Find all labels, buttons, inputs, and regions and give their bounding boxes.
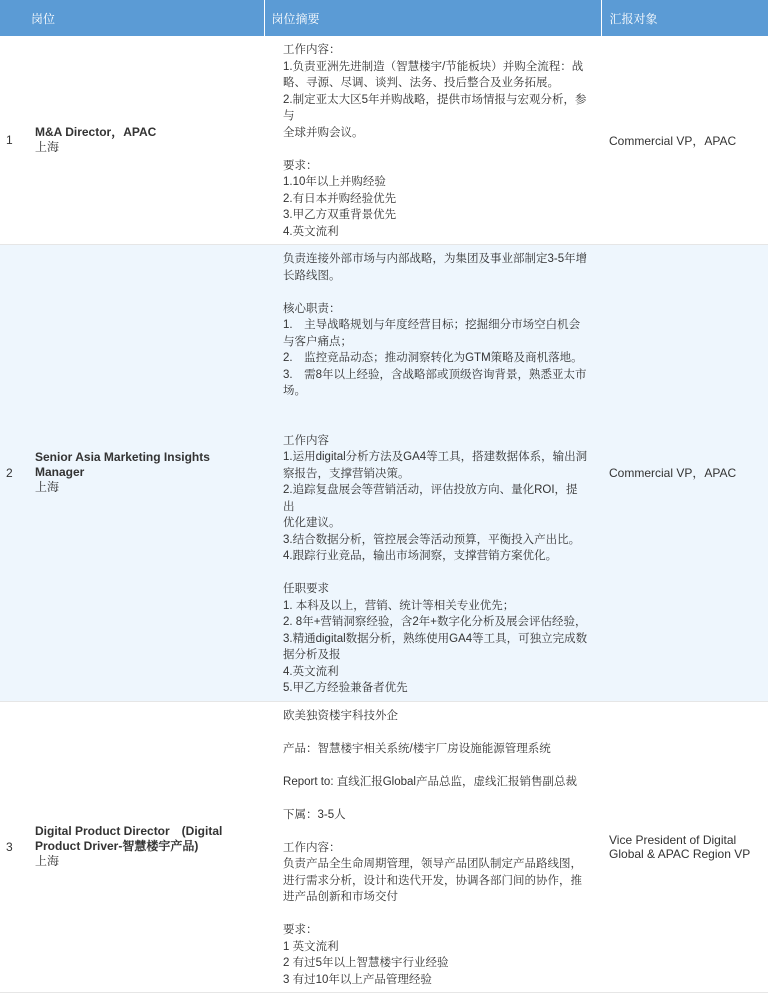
summary-line: 要求： [283,924,318,936]
position-city: 上海 [35,140,60,154]
summary-line: 察报告，支撑营销决策。 [283,467,410,480]
position-city: 上海 [35,854,60,869]
summary-line: 下属：3-5人 [283,808,346,821]
summary-line: 3.结合数据分析，管控展会等活动预算，平衡投入产出比。 [283,533,581,546]
table-row [0,701,768,993]
summary-line: 负责连接外部市场与内部战略，为集团及事业部制定3-5年增 [283,253,588,265]
summary-line: 1.运用digital分析方法及GA4等工具，搭建数据体系，输出洞 [283,451,588,463]
summary-line: 全球并购会议。 [283,126,364,139]
summary-line: 2.有日本并购经验优先 [283,192,397,205]
summary-line: 1.负责亚洲先进制造（智慧楼宇/节能板块）并购全流程：战 [283,60,584,73]
report-to-cell: Commercial VP，APAC [601,36,768,245]
report-to-cell: Commercial VP，APAC [601,245,768,702]
summary-line: 4.英文流利 [283,225,339,238]
summary-line: 要求： [283,159,318,172]
summary-line [283,906,589,923]
summary-line: 1.10年以上并购经验 [283,176,386,188]
summary-line: 2. 8年+营销洞察经验，含2年+数字化分析及展会评估经验， [283,616,587,628]
summary-line: 3 有过10年以上产品管理经验 [283,973,432,986]
summary-line: 2.追踪复盘展会等营销活动，评估投放方向、量化ROI，提出 [283,484,578,513]
summary-line [283,790,589,807]
summary-line: 略、寻源、尽调、谈判、法务、投后整合及业务拓展。 [283,77,560,89]
summary-line: 工作内容 [283,434,330,447]
summary-line: 任职要求 [283,583,330,595]
row-index: 2 [0,245,24,702]
position-title: M&A Director，APAC [35,125,157,139]
summary-line: 长路线图。 [283,269,341,282]
summary-line [283,757,589,774]
position-city: 上海 [35,480,60,495]
position-title: Digital Product Director (Digital Product Driver-智慧楼宇产品) [35,824,223,854]
summary-line: 1. 主导战略规划与年度经营目标；挖掘细分市场空白机会 [283,319,581,331]
summary-line: 进行需求分析，设计和迭代开发，协调各部门间的协作，推 [283,874,583,887]
table-header [0,0,768,36]
summary-line: 3. 需8年以上经验，含战略部或顶级咨询背景，熟悉亚太市 [283,368,587,381]
summary-line: 场。 [283,385,307,397]
position-title: Senior Asia Marketing Insights Manager [35,450,210,480]
summary-cell [264,36,601,245]
position-cell [24,701,264,993]
summary-line: 工作内容： [283,841,341,854]
header-summary: 岗位摘要 [264,0,601,36]
summary-line [283,400,589,417]
summary-cell [264,701,601,993]
summary-line: 2 有过5年以上智慧楼宇行业经验 [283,957,449,969]
summary-line: 负责产品全生命周期管理，领导产品团队制定产品路线图， [283,858,583,870]
summary-line: 优化建议。 [283,517,341,529]
summary-line: 产品：智慧楼宇相关系统/楼宇厂房设施能源管理系统 [283,742,551,755]
summary-cell [264,245,601,702]
header-position: 岗位 [0,0,264,36]
position-cell [24,36,264,245]
summary-line: 3.甲乙方双重背景优先 [283,209,397,221]
summary-line: 5.甲乙方经验兼备者优先 [283,682,408,694]
summary-line: 3.精通digital数据分析，熟练使用GA4等工具，可独立完成数 [283,632,588,645]
summary-line: 据分析及报 [283,649,341,661]
summary-line [283,141,589,158]
summary-line [283,284,589,301]
summary-line [283,823,589,840]
summary-line: 工作内容： [283,44,341,56]
summary-line: 2.制定亚太大区5年并购战略，提供市场情报与宏观分析，参与 [283,93,587,122]
summary-line: 进产品创新和市场交付 [283,891,399,903]
row-index: 3 [0,701,24,993]
table-row [0,245,768,702]
summary-line: 2. 监控竞品动态；推动洞察转化为GTM策略及商机落地。 [283,352,583,364]
summary-line: Report to: 直线汇报Global产品总监，虚线汇报销售副总裁 [283,775,577,788]
summary-line: 1. 本科及以上，营销、统计等相关专业优先； [283,599,515,612]
position-cell [24,245,264,702]
header-report-to: 汇报对象 [609,11,658,26]
summary-line: 1 英文流利 [283,940,339,953]
summary-line [283,565,589,582]
summary-line: 4.英文流利 [283,665,339,678]
row-index: 1 [0,36,24,245]
summary-line: 4.跟踪行业竞品，输出市场洞察，支撑营销方案优化。 [283,550,558,562]
report-to-cell: Vice President of Digital Global & APAC Region VP [601,701,768,993]
summary-line: 与客户痛点； [283,335,353,348]
summary-line: 核心职责： [283,302,341,315]
summary-line [283,416,589,433]
summary-line [283,724,589,741]
table-row [0,36,768,245]
summary-line: 欧美独资楼宇科技外企 [283,709,399,722]
